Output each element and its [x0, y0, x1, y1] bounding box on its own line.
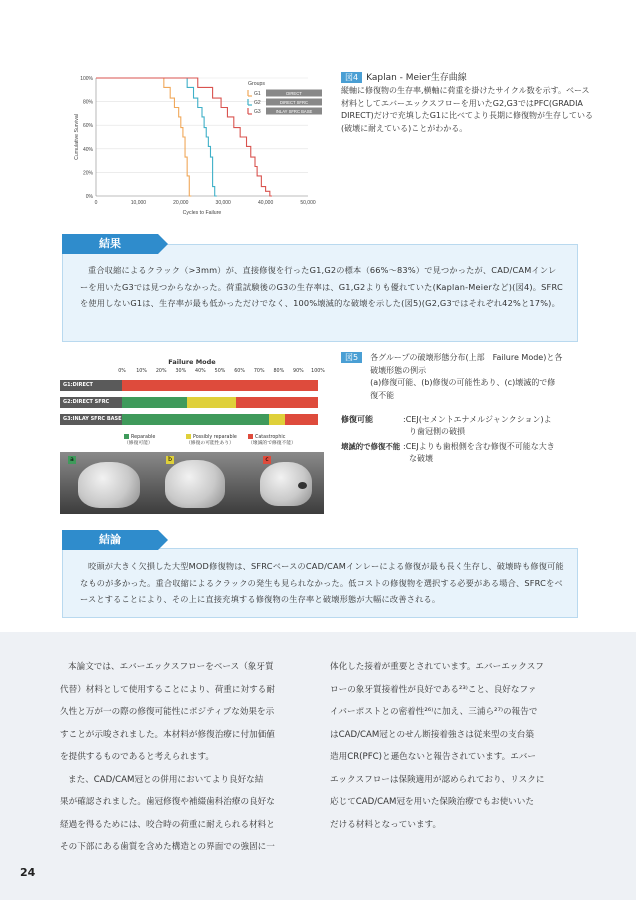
definition-text: :CEJ(セメントエナメルジャンクション)よ	[403, 415, 552, 424]
failure-mode-category-label: G1:DIRECT	[60, 380, 122, 391]
fig4-caption	[341, 70, 596, 135]
failure-mode-tick-label: 60%	[234, 369, 245, 374]
article-line: だける材料となっています。	[330, 819, 442, 830]
failure-mode-bar	[122, 414, 318, 425]
legend-label-jp: （修復の可能性あり）	[186, 441, 234, 446]
legend-label: Catastrophic	[255, 435, 286, 440]
failure-mode-segment-catastrophic	[285, 414, 318, 425]
failure-mode-bar	[122, 380, 318, 391]
failure-mode-segment-possibly-reparable	[187, 397, 236, 408]
failure-mode-chart	[60, 352, 324, 458]
tooth-photo-b	[165, 460, 225, 508]
failure-mode-segment-reparable	[122, 397, 187, 408]
failure-mode-legend-item	[124, 434, 155, 447]
article-line: 代替）材料として使用することにより、荷重に対する耐	[60, 684, 275, 695]
failure-mode-segment-catastrophic	[122, 380, 318, 391]
legend-series-label: DIRECT SFRC	[279, 100, 309, 105]
y-axis-label: Cumulative Survival	[74, 114, 80, 160]
failure-mode-category-label: G2:DIRECT SFRC	[60, 397, 122, 408]
photo-label-b: b	[166, 456, 174, 464]
article-line: 応じてCAD/CAM冠を用いた保険治療でもお使いいた	[330, 797, 534, 807]
photo-label-c: c	[263, 456, 271, 464]
failure-mode-bar	[122, 397, 318, 408]
article-left-column	[60, 656, 310, 859]
fig4-caption-text: 縦軸に修復物の生存率,横軸に荷重を掛けたサイクル数を示す。ベース材料としてエバーエックスフローを用いたG2,G3ではPFC(GRADIA DIRECT)だけで充填したG1に比べてより長期に修復物が生存している(破壊に耐えている)ことがわかる。	[341, 86, 594, 133]
failure-mode-tick-label: 100%	[311, 369, 325, 374]
failure-mode-category-label: G3:INLAY SFRC BASE	[60, 414, 122, 425]
article-line: 果が確認されました。歯冠修復や補綴歯科治療の良好な	[60, 797, 275, 807]
survival-curve-g1	[96, 78, 191, 196]
fig5-caption-line: 復不能	[370, 390, 395, 400]
fig4-title: Kaplan - Meier生存曲線	[366, 73, 467, 83]
legend-swatch	[124, 434, 129, 439]
kaplan-meier-chart	[70, 70, 332, 220]
failure-mode-legend-item	[248, 434, 296, 447]
fig5-caption-line: (a)修復可能、(b)修復の可能性あり、(c)壊滅的で修	[370, 378, 556, 387]
article-line: ローの象牙質接着性が良好である²³⁾こと、良好なファ	[330, 684, 537, 695]
failure-mode-tick-label: 0%	[118, 369, 126, 374]
article-line: 本論文では、エバーエックスフローをベース（象牙質	[68, 662, 274, 672]
article-line: また、CAD/CAM冠との併用においてより良好な結	[68, 774, 264, 785]
y-tick-label: 60%	[82, 123, 93, 130]
legend-swatch	[248, 434, 253, 439]
definition-text: :CEJよりも歯根側を含む修復不可能な大き	[403, 442, 555, 451]
article-line: 体化した接着が重要とされています。エバーエックスフ	[330, 662, 544, 672]
definition-row	[341, 441, 596, 465]
legend-label: Possibly reparable	[193, 435, 237, 440]
article-line: すことが示唆されました。本材料が修復治療に付加価値	[60, 729, 275, 740]
y-tick-label: 0%	[85, 194, 93, 200]
article-line: を提供するものであると考えられます。	[60, 752, 215, 762]
fig5-caption-line: 各グループの破壊形態分布(上部 Failure Mode)と各	[370, 353, 563, 362]
failure-mode-tick-label: 80%	[273, 369, 285, 374]
legend-series-name: G2	[254, 100, 261, 106]
fig5-number: 図5	[341, 352, 362, 363]
failure-mode-tick-label: 90%	[293, 369, 304, 374]
y-tick-label: 40%	[82, 146, 93, 153]
x-tick-label: 50,000	[300, 200, 316, 206]
survival-curve-g2	[96, 78, 217, 196]
article-line: はCAD/CAM冠とのせん断接着強さは従来型の支台築	[330, 729, 534, 740]
failure-mode-tick-label: 50%	[214, 369, 226, 374]
x-tick-label: 40,000	[257, 200, 274, 206]
failure-mode-segment-possibly-reparable	[269, 414, 285, 425]
failure-mode-tick-label: 40%	[195, 369, 206, 374]
failure-mode-tick-label: 30%	[175, 369, 187, 374]
definition-text: な破壊	[409, 454, 433, 463]
legend-title: Groups	[248, 81, 266, 87]
failure-mode-row	[60, 397, 324, 408]
photo-label-a: a	[68, 456, 76, 464]
conclusion-text: 咬頭が大きく欠損した大型MOD修復物は、SFRCベースのCAD/CAMインレーによる修復が最も長く生存し、破壊時も修復可能なものが多かった。重合収縮によるクラックの発生も見られなかった。低コストの修復物を選択する必要がある場合、SFRCをベースとすることにより、その上に直接充填する修復物の生存率と破壊形態が大幅に改善される。	[80, 561, 564, 604]
fracture-mark	[298, 482, 307, 489]
definition-term: 修復可能	[341, 415, 373, 424]
conclusion-heading: 結論	[62, 530, 158, 550]
article-line: 経過を得るためには、咬合時の荷重に耐えられる材料と	[60, 819, 275, 830]
failure-mode-legend-item	[186, 434, 237, 447]
legend-series-name: G1	[254, 91, 261, 97]
legend-series-name: G3	[254, 109, 261, 115]
failure-mode-x-ticks	[118, 369, 325, 377]
failure-mode-tick-label: 10%	[136, 369, 147, 374]
legend-swatch	[186, 434, 191, 439]
fig4-number: 図4	[341, 72, 362, 83]
failure-mode-segment-catastrophic	[236, 397, 318, 408]
article-line: イバーポストとの密着性²⁶⁾に加え、三浦ら²⁷⁾の報告で	[330, 707, 538, 717]
fig5-caption	[341, 352, 596, 465]
definition-row	[341, 414, 596, 438]
legend-label-jp: （壊滅的で修復不能）	[248, 441, 296, 446]
x-tick-label: 0	[94, 200, 98, 206]
failure-mode-title: Failure Mode	[168, 358, 216, 366]
legend-series-label: INLAY SFRC BASE	[275, 109, 313, 114]
failure-mode-row	[60, 380, 324, 391]
failure-mode-tick-label: 70%	[253, 369, 265, 374]
article-line: エックスフローは保険適用が認められており、リスクに	[330, 774, 545, 785]
y-tick-label: 100%	[80, 76, 93, 82]
definition-text: り歯冠側の破損	[409, 427, 465, 436]
article-line: 造用CR(PFC)と遜色ないと報告されています。エバー	[330, 752, 536, 762]
legend-series-label: DIRECT	[286, 91, 302, 96]
x-tick-label: 30,000	[215, 200, 231, 206]
legend-label: Reparable	[131, 435, 156, 440]
failure-mode-segment-reparable	[122, 414, 269, 425]
results-text: 重合収縮によるクラック（>3mm）が、直接修復を行ったG1,G2の標本（66%～83%）で見つかったが、CAD/CAMインレーを用いたG3では見つからなかった。荷重試験後のG3の生存率は、G1,G2よりも優れていた(Kaplan-Meierなど)(図4)。SFRCを使用しないG1は、生存率が最も低かっただけでなく、100%壊滅的な破壊を示した(図5)(G2,G3ではそれぞれ42%と17%)。	[80, 265, 563, 308]
y-tick-label: 20%	[82, 170, 93, 177]
definition-term: 壊滅的で修復不能	[341, 442, 401, 451]
x-tick-label: 20,000	[173, 200, 189, 206]
fracture-photos	[60, 452, 324, 514]
article-line: 久性と万が一の際の修復可能性にポジティブな効果を示	[60, 707, 275, 717]
tooth-photo-a	[78, 462, 140, 508]
article-line: その下部にある歯質を含めた構造との界面での強固に一	[60, 842, 275, 852]
legend-label-jp: （修復可能）	[124, 441, 153, 446]
y-tick-label: 80%	[82, 99, 93, 106]
page-number: 24	[20, 866, 36, 879]
failure-mode-row	[60, 414, 324, 425]
fig5-caption-line: 破壊形態の例示	[370, 365, 427, 375]
failure-mode-tick-label: 20%	[155, 369, 167, 374]
x-axis-label: Cycles to Failure	[182, 210, 222, 216]
article-right-column	[330, 656, 582, 836]
x-tick-label: 10,000	[130, 200, 147, 206]
results-heading: 結果	[62, 234, 158, 254]
fig5-definitions	[341, 414, 596, 465]
